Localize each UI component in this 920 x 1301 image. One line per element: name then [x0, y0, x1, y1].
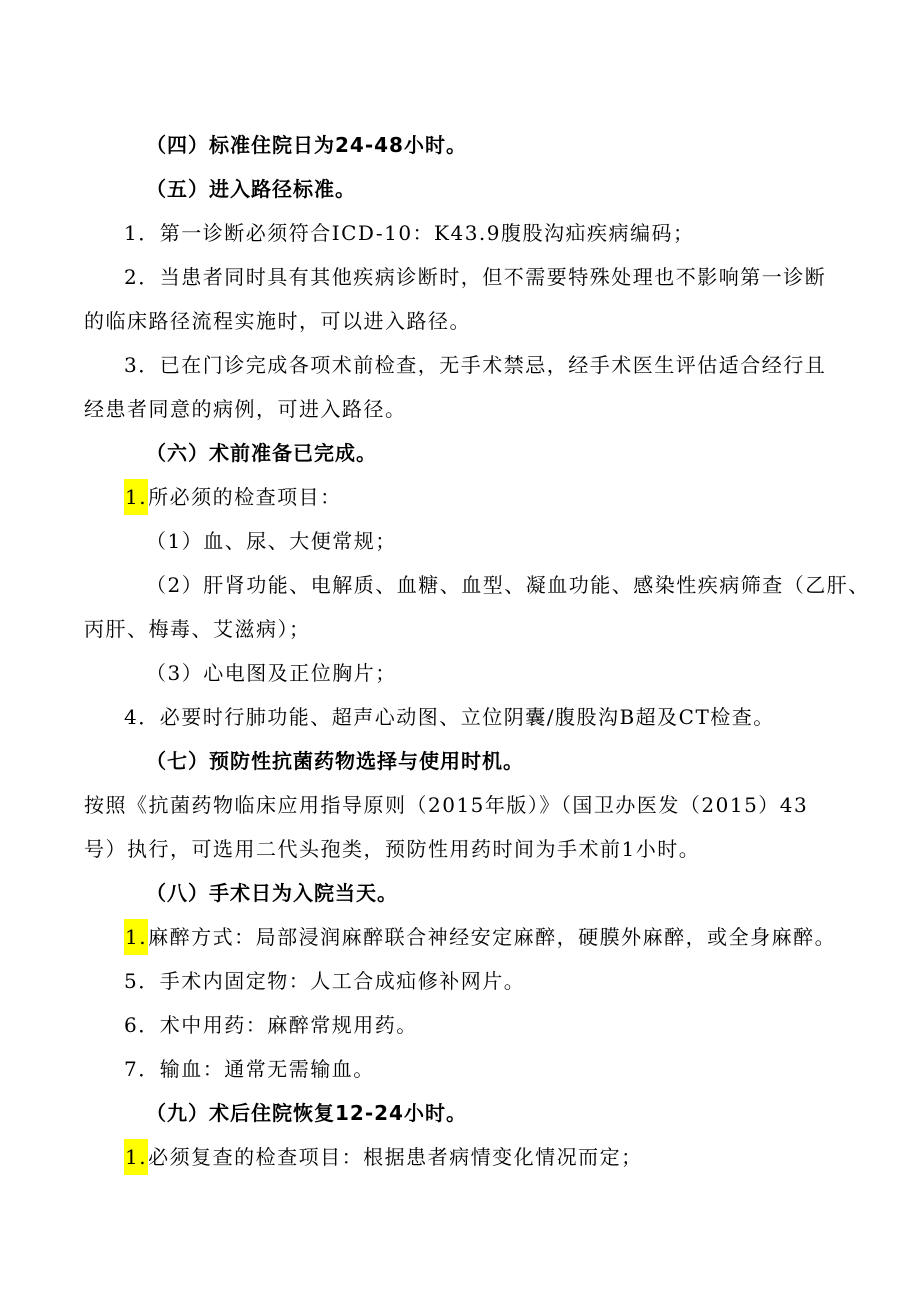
paragraph: 号）执行，可选用二代头孢类，预防性用药时间为手术前1小时。: [84, 837, 701, 861]
highlighted-number: 1.: [124, 919, 148, 955]
paragraph: 7．输血：通常无需输血。: [124, 1057, 375, 1081]
paragraph-text: 麻醉方式：局部浸润麻醉联合神经安定麻醉，硬膜外麻醉，或全身麻醉。: [148, 925, 837, 949]
section-heading-8: （八）手术日为入院当天。: [146, 881, 398, 905]
section-heading-9: （九）术后住院恢复12-24小时。: [146, 1101, 467, 1125]
paragraph-text: 所必须的检查项目：: [148, 485, 342, 509]
paragraph: 的临床路径流程实施时，可以进入路径。: [84, 309, 471, 333]
paragraph: 6．术中用药：麻醉常规用药。: [124, 1013, 418, 1037]
paragraph: 3．已在门诊完成各项术前检查，无手术禁忌，经手术医生评估适合经行且: [124, 353, 827, 377]
section-heading-4: （四）标准住院日为24-48小时。: [146, 133, 467, 157]
paragraph: 5．手术内固定物：人工合成疝修补网片。: [124, 969, 526, 993]
paragraph: 2．当患者同时具有其他疾病诊断时，但不需要特殊处理也不影响第一诊断: [124, 265, 827, 289]
paragraph: 按照《抗菌药物临床应用指导原则（2015年版）》（国卫办医发（2015）43: [84, 793, 809, 817]
paragraph-text: 必须复查的检查项目：根据患者病情变化情况而定；: [148, 1145, 643, 1169]
paragraph: （3）心电图及正位胸片；: [146, 661, 397, 685]
paragraph: 丙肝、梅毒、艾滋病）；: [84, 617, 311, 641]
paragraph: （1）血、尿、大便常规；: [146, 529, 397, 553]
highlighted-number: 1.: [124, 1139, 148, 1175]
paragraph: （2）肝肾功能、电解质、血糖、血型、凝血功能、感染性疾病筛查（乙肝、: [146, 573, 870, 597]
paragraph: 4．必要时行肺功能、超声心动图、立位阴囊/腹股沟B超及CT检查。: [124, 705, 775, 729]
paragraph: [124, 922, 836, 952]
section-heading-7: （七）预防性抗菌药物选择与使用时机。: [146, 749, 524, 773]
paragraph: 1．第一诊断必须符合ICD-10：K43.9腹股沟疝疾病编码；: [124, 221, 695, 245]
paragraph: 经患者同意的病例，可进入路径。: [84, 397, 407, 421]
section-heading-6: （六）术前准备已完成。: [146, 441, 377, 465]
section-heading-5: （五）进入路径标准。: [146, 177, 356, 201]
paragraph: [124, 482, 342, 512]
highlighted-number: 1.: [124, 479, 148, 515]
paragraph: [124, 1142, 643, 1172]
